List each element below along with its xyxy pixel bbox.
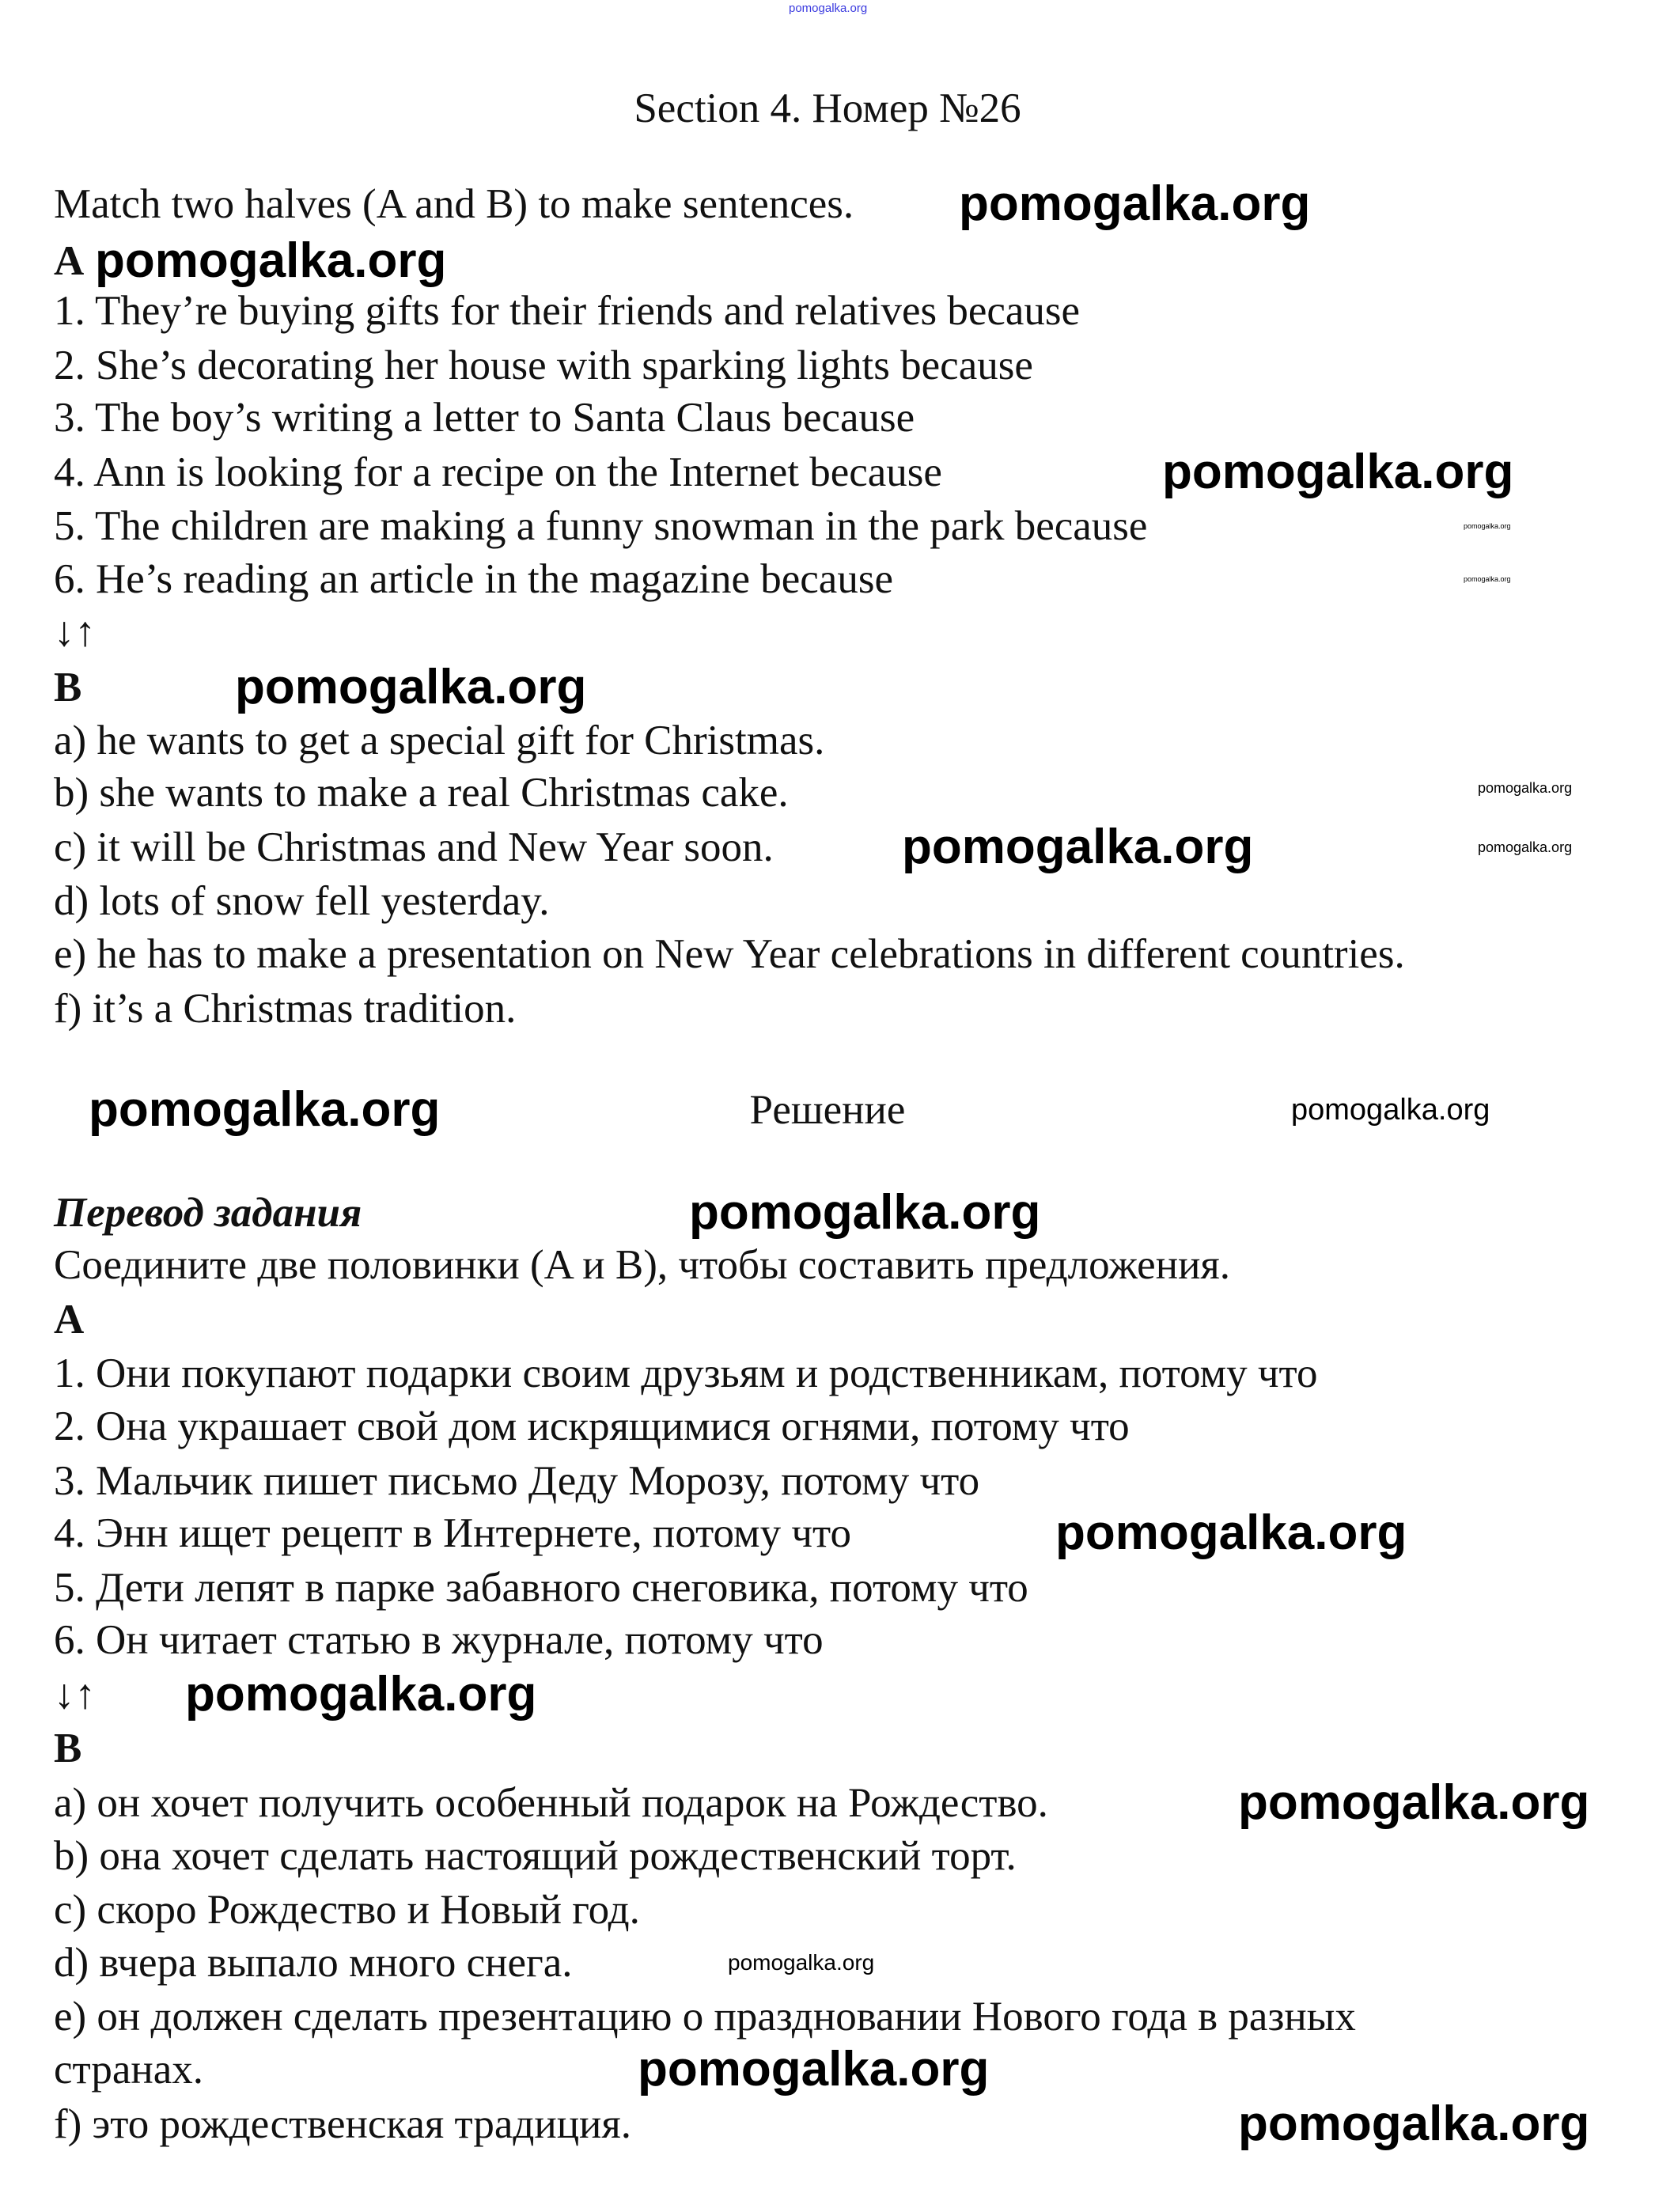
watermark: pomogalka.org [1464,522,1511,530]
list-item-b: b) she wants to make a real Christmas cake. [54,770,789,816]
list-item-a: 5. Дети лепят в парке забавного снеговика, потому что [54,1565,1028,1611]
watermark: pomogalka.org [185,1667,537,1721]
watermark: pomogalka.org [1238,1775,1590,1830]
list-item-b: c) it will be Christmas and New Year soon. [54,824,774,870]
list-item-b: a) он хочет получить особенный подарок на Рождество. [54,1780,1048,1826]
label-a: A [54,1297,85,1343]
list-item-a: 3. The boy’s writing a letter to Santa Claus because [54,395,915,441]
list-item-a: 6. He’s reading an article in the magazine because [54,556,893,602]
list-item-a: 1. Они покупают подарки своим друзьям и родственникам, потому что [54,1350,1318,1396]
watermark: pomogalka.org [1478,780,1573,796]
list-item-b: странах. [54,2047,203,2093]
list-item-b: a) he wants to get a special gift for Christmas. [54,718,825,763]
page-title: Section 4. Номер №26 [634,85,1021,131]
list-item-a: 3. Мальчик пишет письмо Деду Морозу, потому что [54,1458,980,1504]
watermark: pomogalka.org [1162,445,1514,499]
watermark: pomogalka.org [1291,1093,1490,1127]
list-item-b: f) it’s a Christmas tradition. [54,986,517,1032]
list-item-b: e) he has to make a presentation on New Year celebrations in different countries. [54,931,1405,977]
solution-heading: Решение [749,1087,906,1133]
watermark: pomogalka.org [902,820,1254,874]
list-item-b: c) скоро Рождество и Новый год. [54,1887,640,1933]
task-instruction: Match two halves (A and B) to make sentences. [54,181,854,227]
watermark: pomogalka.org [1478,839,1573,855]
label-b: B [54,1725,82,1771]
list-item-a: 6. Он читает статью в журнале, потому что [54,1617,824,1663]
watermark: pomogalka.org [689,1185,1041,1240]
watermark: pomogalka.org [728,1950,875,1975]
list-item-b: e) он должен сделать презентацию о праздновании Нового года в разных [54,1994,1356,2040]
list-item-a: 5. The children are making a funny snowman in the park because [54,503,1148,549]
watermark: pomogalka.org [1238,2096,1590,2151]
watermark: pomogalka.org [638,2042,990,2096]
list-item-b: d) lots of snow fell yesterday. [54,878,550,924]
translation-heading: Перевод задания [54,1190,362,1236]
list-item-a: 2. She’s decorating her house with sparking lights because [54,343,1033,388]
list-item-a: 1. They’re buying gifts for their friends and relatives because [54,288,1081,334]
arrows-icon: ↓↑ [54,609,96,655]
label-a: A [54,238,85,284]
watermark: pomogalka.org [959,176,1311,231]
arrows-icon: ↓↑ [54,1672,96,1718]
watermark: pomogalka.org [235,660,587,714]
list-item-a: 2. Она украшает свой дом искрящимися огнями, потому что [54,1403,1130,1449]
watermark: pomogalka.org [1055,1506,1407,1560]
list-item-a: 4. Ann is looking for a recipe on the Internet because [54,449,942,495]
watermark-top[interactable]: pomogalka.org [789,2,868,15]
watermark: pomogalka.org [89,1082,441,1137]
list-item-b: b) она хочет сделать настоящий рождественский торт. [54,1833,1017,1879]
list-item-a: 4. Энн ищет рецепт в Интернете, потому что [54,1510,851,1556]
watermark: pomogalka.org [95,233,447,288]
watermark: pomogalka.org [1464,575,1511,583]
list-item-b: f) это рождественская традиция. [54,2101,632,2147]
solution-instruction: Соедините две половинки (A и B), чтобы составить предложения. [54,1242,1231,1288]
list-item-b: d) вчера выпало много снега. [54,1940,573,1986]
label-b: B [54,665,82,710]
